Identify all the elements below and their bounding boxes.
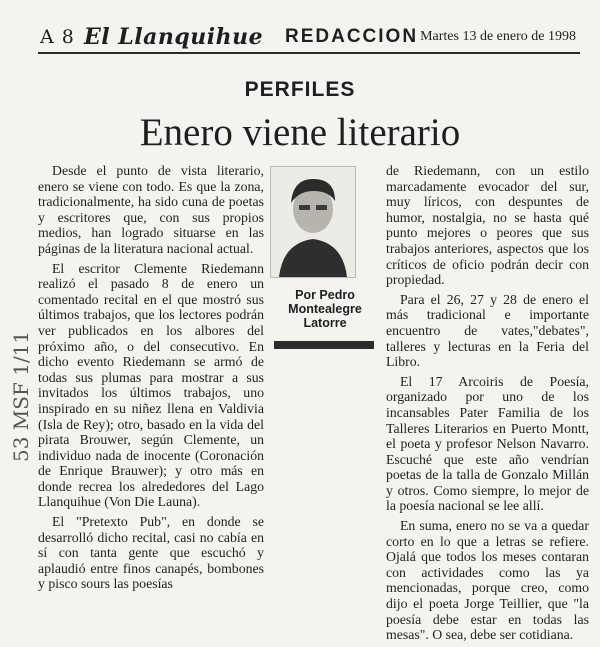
byline-bar: [274, 341, 374, 349]
portrait-image: [271, 167, 355, 277]
paragraph-6: El 17 Arcoiris de Poesía, organizado por uno de los incansables Pater Familia de los Talleres Literarios en Puerto Montt, el poeta y profesor Nelson Navarro. Escuché que este año vendrían poetas de la talla de Gonzalo Millán y otros. Como siempre, lo mejor de la poesía nacional se lee allí.: [386, 373, 589, 514]
header-rule: [38, 52, 580, 54]
handwritten-margin-note: [4, 330, 38, 480]
paragraph-5: Para el 26, 27 y 28 de enero el más tradicional e importante encuentro de vates,"debates", talleres y lecturas en la Feria del Libro.: [386, 291, 589, 370]
column-2: [386, 163, 589, 647]
issue-date: Martes 13 de enero de 1998: [420, 29, 576, 44]
svg-text:53 MSF 1/11: 53 MSF 1/11: [9, 330, 33, 462]
author-byline: [270, 288, 380, 330]
article-headline: Enero viene literario: [139, 111, 461, 154]
page-number: A 8: [40, 26, 75, 48]
paragraph-4: de Riedemann, con un estilo marcadamente evocador del sur, muy líricos, con despuntes de humor, nostalgia, no se hasta qué punto mejores o peores que sus trabajos anteriores, aspectos que los críticos de oficio podrán decir con propiedad.: [386, 163, 589, 288]
section-name: REDACCION: [285, 26, 419, 47]
byline-line-1: Por Pedro: [295, 288, 355, 302]
paragraph-2: El escritor Clemente Riedemann realizó el pasado 8 de enero un comentado recital en el que mostró sus últimos trabajos, que los lectores podrán ver publicados en los albores del próximo año, o del consecutivo. En dicho evento Riedemann se armó de todas sus plumas para mostrar a sus invitados los últimos trabajos, uno inspirado en su niñez llena en Valdivia (Isla de Rey); otro, basado en la vida del pirata Brouwer, según Clemente, un individuo nada de inocente (Coronación de Enrique Brauwer); y otro más en donde recrea los alrededores del Lago Llanquihue (Von Die Launa).: [38, 260, 264, 510]
column-1: [38, 163, 264, 596]
paragraph-7: En suma, enero no se va a quedar corto en lo que a letras se refiere. Ojalá que todos los meses contaran con actividades como las ya mencionadas, porque creo, como dijo el poeta Jorge Teillier, que "la poesía debe estar en todas las mesas". O sea, debe ser cotidiana.: [386, 518, 589, 643]
section-kicker: PERFILES: [244, 78, 356, 101]
paragraph-1: Desde el punto de vista literario, enero se viene con todo. Es que la zona, tradicionalmente, ha sido cuna de poetas y escritores que, con sus propios medios, han logrado situarse en las páginas de la literatura nacional actual.: [38, 163, 264, 256]
newspaper-name: El Llanquihue: [84, 24, 264, 50]
byline-line-2: Montealegre Latorre: [288, 302, 362, 330]
page-header: [40, 24, 580, 52]
paragraph-3: El "Pretexto Pub", en donde se desarrolló dicho recital, casi no cabía en sí con tanta gente que escuchó y aplaudió entre finos canapés, bombones y pisco sours las poesías: [38, 514, 264, 592]
author-photo: [270, 166, 356, 278]
